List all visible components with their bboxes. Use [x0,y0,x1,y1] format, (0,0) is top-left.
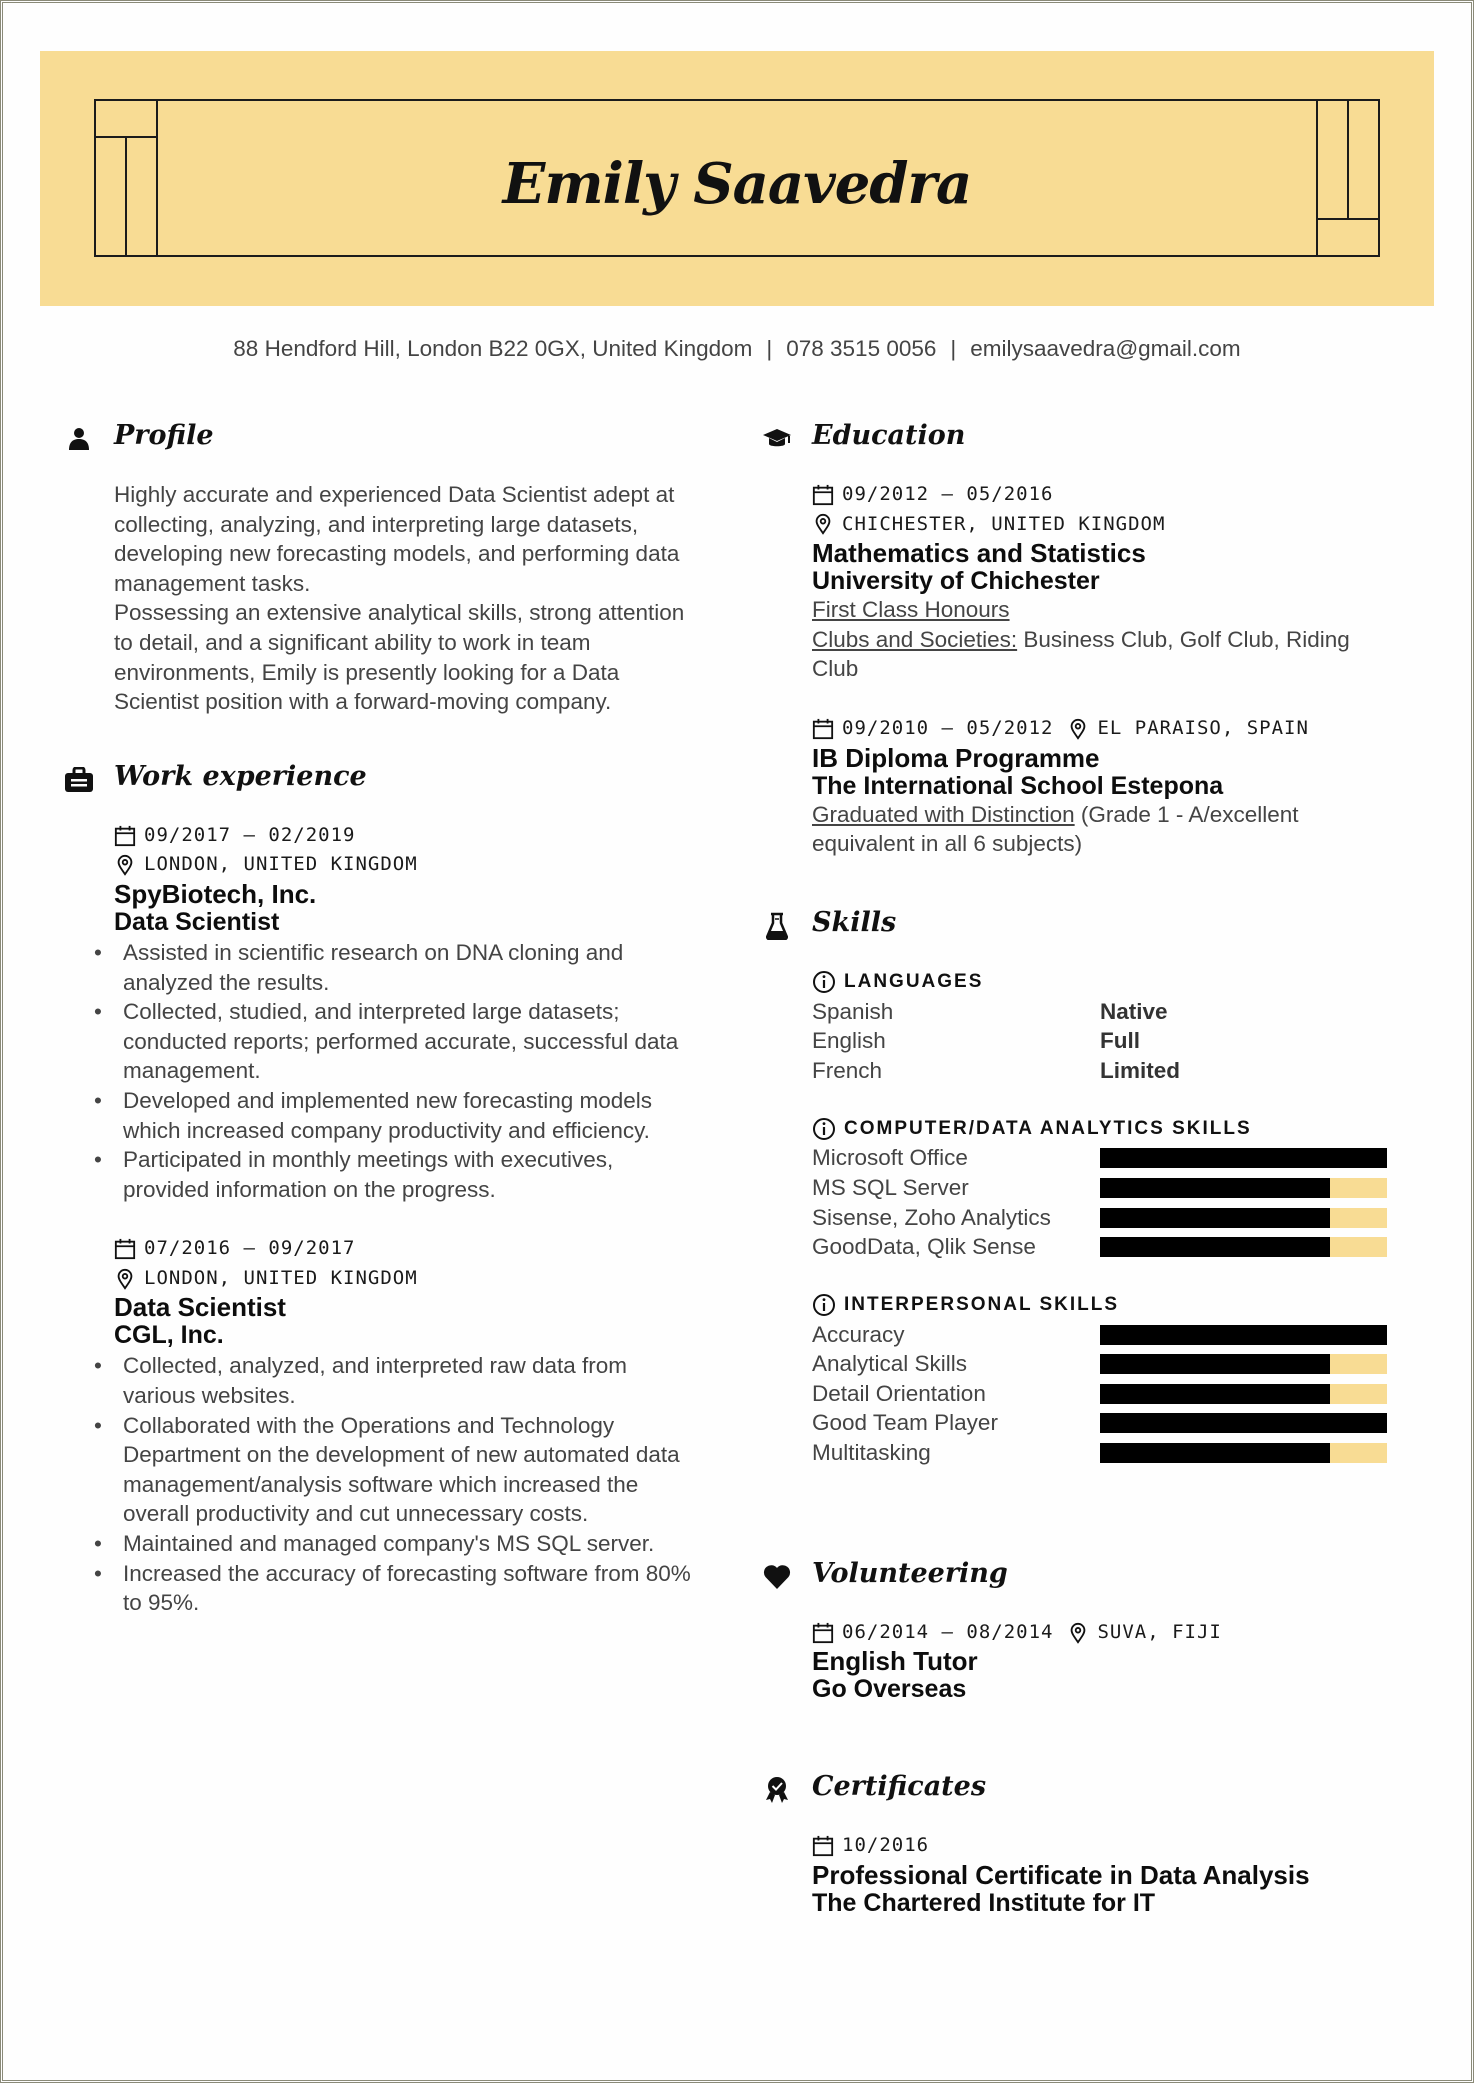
date-range: 07/2016 – 09/2017 [144,1237,356,1260]
job-location [114,850,704,880]
job-bullet: • Collected, studied, and interpreted large datasets; conducted reports; performed accurate, successful data management. [94,997,704,1086]
skill-group-label: INTERPERSONAL SKILLS [844,1293,1120,1315]
job-bullets [94,1351,704,1617]
education-location [812,510,1402,540]
certificate-date [812,1831,1402,1861]
skill-group-heading [812,1114,1402,1144]
section-profile-heading [64,420,704,460]
skill-level-bar [1100,1148,1387,1168]
skill-name: Microsoft Office [812,1145,968,1171]
language-name: Spanish [812,998,894,1024]
education-dates-location [812,714,1402,744]
section-work-heading [64,761,704,801]
skill-name: GoodData, Qlik Sense [812,1234,1036,1260]
skill-row [812,1350,1402,1380]
skill-level-bar [1100,1384,1387,1404]
skill-level-bar [1100,1413,1387,1433]
job-bullet: • Assisted in scientific research on DNA cloning and analyzed the results. [94,938,704,997]
candidate-name: Emily Saavedra [502,151,972,217]
info-icon [812,1293,836,1317]
calendar-icon [812,1622,834,1644]
education-entry [812,714,1402,859]
date-range: 09/2017 – 02/2019 [144,823,356,846]
skill-level-bar [1100,1354,1387,1374]
volunteer-role: English Tutor [812,1646,978,1677]
job-bullet: • Participated in monthly meetings with executives, provided information on the progress. [94,1145,704,1204]
header-frame [94,99,1380,257]
language-row [812,997,1402,1027]
job-entry [114,1234,704,1618]
school-name: University of Chichester [812,567,1100,596]
skill-name: Analytical Skills [812,1351,968,1377]
section-certificates-heading [762,1771,1402,1811]
company-name: SpyBiotech, Inc. [114,878,317,909]
skills-languages [812,967,1402,1086]
skill-level-bar [1100,1178,1387,1198]
skill-row [812,1438,1402,1468]
language-name: English [812,1028,886,1054]
calendar-icon [114,825,136,847]
skill-level-bar [1100,1208,1387,1228]
flask-icon [762,911,792,941]
skill-row [812,1320,1402,1350]
date-range: 09/2012 – 05/2016 [842,483,1054,505]
job-bullet: • Collaborated with the Operations and Technology Department on the development of new automated data management/analysis software which increased the overall productivity and cut unnecessary costs. [94,1411,704,1529]
info-icon [812,1117,836,1141]
honours [812,595,1402,625]
certificate-issuer: The Chartered Institute for IT [812,1889,1156,1918]
heart-icon [762,1562,792,1592]
education-dates [812,480,1402,510]
date-range: 06/2014 – 08/2014 [842,1620,1054,1643]
skill-name: Good Team Player [812,1410,998,1436]
location-text: SUVA, FIJI [1097,1620,1222,1643]
skill-group-label: COMPUTER/DATA ANALYTICS SKILLS [844,1117,1252,1139]
skill-row [812,1144,1402,1174]
section-title: Certificates [812,1771,987,1803]
section-title: Work experience [114,760,367,792]
location-pin-icon [812,513,834,535]
clubs-value: Business Club, Golf Club, Riding Club [812,626,1350,682]
section-title: Skills [812,906,897,938]
certificate-name: Professional Certificate in Data Analysis [812,1860,1310,1891]
honours [812,800,1402,859]
contact-separator: | [766,336,773,361]
job-title: Data Scientist [114,1292,286,1323]
job-dates [114,1234,704,1264]
skill-row [812,1379,1402,1409]
volunteering-dates-location [812,1618,1402,1648]
location-pin-icon [1067,718,1089,740]
section-volunteering-heading [762,1558,1402,1598]
section-title: Profile [114,420,214,451]
location-pin-icon [114,1268,136,1290]
job-bullet: • Increased the accuracy of forecasting software from 80% to 95%. [94,1559,704,1618]
skill-name: Detail Orientation [812,1380,986,1406]
job-bullet: • Collected, analyzed, and interpreted raw data from various websites. [94,1351,704,1410]
degree-name: Mathematics and Statistics [812,538,1146,569]
location-text: CHICHESTER, UNITED KINGDOM [842,512,1166,535]
section-title: Education [812,420,966,451]
section-title: Volunteering [812,1557,1008,1589]
header-banner [40,51,1434,306]
language-level: Limited [1100,1057,1181,1083]
degree-name: IB Diploma Programme [812,742,1100,773]
language-row [812,1026,1402,1056]
honours-note: (Grade 1 - A/excellent equivalent in all 6 subjects) [812,801,1299,857]
skill-level-bar [1100,1325,1387,1345]
education-entry [812,480,1402,684]
left-column [64,420,704,1618]
skill-group-label: LANGUAGES [844,970,984,992]
calendar-icon [812,484,834,506]
skill-name: MS SQL Server [812,1174,969,1200]
language-level: Native [1100,998,1168,1024]
skill-row [812,1173,1402,1203]
location-text: LONDON, UNITED KINGDOM [144,853,418,876]
job-entry [114,821,704,1205]
skill-level-bar [1100,1237,1387,1257]
section-education-heading [762,420,1402,460]
school-name: The International School Estepona [812,771,1224,800]
skill-row [812,1203,1402,1233]
profile-paragraph: Possessing an extensive analytical skills, strong attention to detail, and a significant ability to work in team environments, Emily is presently looking for a Data Scientist position with a forward-moving company. [114,600,685,715]
user-icon [64,424,94,454]
skill-group-heading [812,1290,1402,1320]
certificate-entry [812,1831,1402,1917]
job-title: Data Scientist [114,907,280,936]
graduation-cap-icon [762,424,792,454]
skill-name: Accuracy [812,1321,905,1347]
location-text: LONDON, UNITED KINGDOM [144,1266,418,1289]
section-skills-heading [762,907,1402,947]
honours-label: First Class Honours [812,597,1010,623]
location-pin-icon [1067,1622,1089,1644]
job-bullets [94,938,704,1204]
skill-name: Multitasking [812,1440,931,1466]
skill-level-bar [1100,1443,1387,1463]
contact-address: 88 Hendford Hill, London B22 0GX, United Kingdom [233,336,753,361]
clubs-label: Clubs and Societies: [812,626,1018,652]
language-row [812,1056,1402,1086]
clubs [812,625,1402,684]
skill-name: Sisense, Zoho Analytics [812,1204,1051,1230]
profile-summary [114,480,704,717]
calendar-icon [114,1238,136,1260]
date-text: 10/2016 [842,1834,930,1857]
language-level: Full [1100,1028,1140,1054]
skill-row [812,1232,1402,1262]
contact-email[interactable]: emilysaavedra@gmail.com [970,336,1241,361]
skill-group-heading [812,967,1402,997]
language-name: French [812,1057,883,1083]
job-bullet: • Maintained and managed company's MS SQL server. [94,1529,704,1559]
date-range: 09/2010 – 05/2012 [842,716,1054,739]
honours-label: Graduated with Distinction [812,801,1075,827]
skills-computer [812,1114,1402,1262]
volunteering-entry [812,1618,1402,1704]
location-pin-icon [114,854,136,876]
info-icon [812,970,836,994]
award-badge-icon [762,1775,792,1805]
calendar-icon [812,1835,834,1857]
skills-interpersonal [812,1290,1402,1468]
company-name: CGL, Inc. [114,1321,224,1350]
briefcase-icon [64,765,94,795]
location-text: EL PARAISO, SPAIN [1097,716,1309,739]
job-bullet: • Developed and implemented new forecasting models which increased company productivity and efficiency. [94,1086,704,1145]
calendar-icon [812,718,834,740]
contact-phone[interactable]: 078 3515 0056 [786,336,937,361]
volunteer-organization: Go Overseas [812,1675,967,1704]
profile-paragraph: Highly accurate and experienced Data Scientist adept at collecting, analyzing, and interpreting large datasets, developing new forecasting models, and performing data management tasks. [114,482,680,596]
right-column [762,420,1402,1917]
skill-row [812,1409,1402,1439]
contact-line [0,336,1474,362]
job-dates [114,821,704,851]
job-location [114,1264,704,1294]
contact-separator: | [950,336,957,361]
